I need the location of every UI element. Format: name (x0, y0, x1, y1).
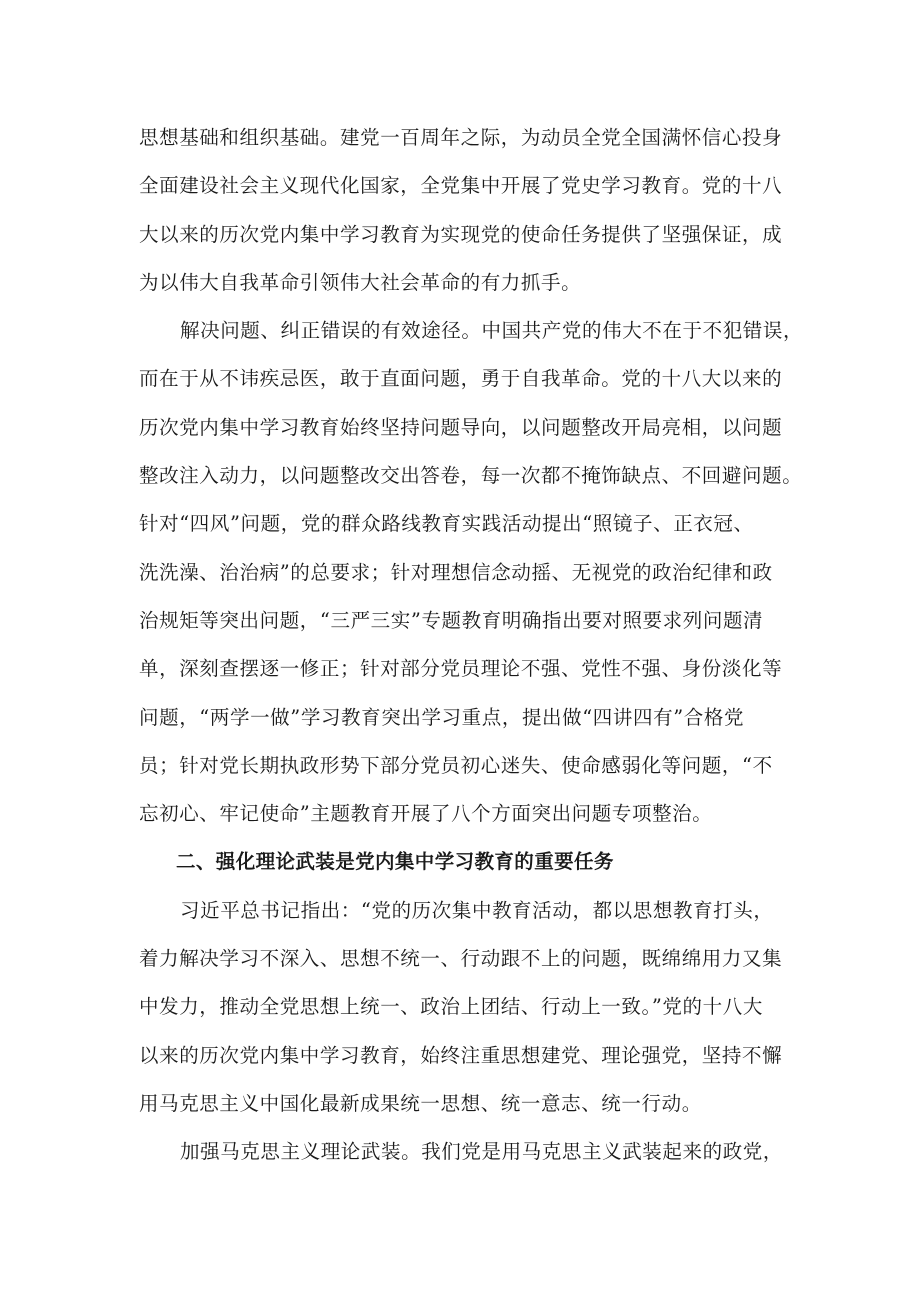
paragraph-first-line: 解决问题、纠正错误的有效途径。中国共产党的伟大不在于不犯错误， (180, 319, 804, 343)
text-line: 整改注入动力，以问题整改交出答卷，每一次都不掩饰缺点、不回避问题。 (139, 464, 803, 488)
paragraph-first-line: 习近平总书记指出：“党的历次集中教育活动，都以思想教育打头， (180, 898, 774, 922)
section-heading: 二、强化理论武装是党内集中学习教育的重要任务 (176, 850, 614, 874)
text-line: 中发力，推动全党思想上统一、政治上团结、行动上一致。”党的十八大 (139, 995, 763, 1019)
text-line: 而在于从不讳疾忌医，敢于直面问题，勇于自我革命。党的十八大以来的 (139, 367, 783, 391)
text-line: 单，深刻查摆逐一修正；针对部分党员理论不强、党性不强、身份淡化等 (139, 657, 783, 681)
text-line: 历次党内集中学习教育始终坚持问题导向，以问题整改开局亮相，以问题 (139, 415, 783, 439)
text-line: 以来的历次党内集中学习教育，始终注重思想建党、理论强党，坚持不懈 (139, 1043, 783, 1067)
text-line: 思想基础和组织基础。建党一百周年之际，为动员全党全国满怀信心投身 (139, 126, 783, 149)
text-line: 全面建设社会主义现代化国家，全党集中开展了党史学习教育。党的十八 (139, 174, 783, 198)
text-line: 着力解决学习不深入、思想不统一、行动跟不上的问题，既绵绵用力又集 (139, 947, 783, 971)
text-line: 问题，“两学一做”学习教育突出学习重点，提出做“四讲四有”合格党 (139, 705, 745, 729)
document-body (139, 114, 804, 1177)
text-line: 针对“四风”问题，党的群众路线教育实践活动提出“照镜子、正衣冠、 (139, 512, 754, 536)
text-line: 洗洗澡、治治病”的总要求；针对理想信念动摇、无视党的政治纪律和政 (139, 560, 773, 584)
text-line: 大以来的历次党内集中学习教育为实现党的使命任务提供了坚强保证，成 (139, 222, 783, 246)
text-line: 忘初心、牢记使命”主题教育开展了八个方面突出问题专项整治。 (139, 802, 713, 826)
text-line: 治规矩等突出问题，“三严三实”专题教育明确指出要对照要求列问题清 (139, 608, 764, 632)
text-line: 用马克思主义中国化最新成果统一思想、统一意志、统一行动。 (139, 1091, 702, 1115)
text-line: 为以伟大自我革命引领伟大社会革命的有力抓手。 (139, 270, 582, 294)
paragraph-first-line: 加强马克思主义理论武装。我们党是用马克思主义武装起来的政党， (180, 1140, 784, 1164)
text-line: 员；针对党长期执政形势下部分党员初心迷失、使命感弱化等问题，“不 (139, 753, 773, 777)
